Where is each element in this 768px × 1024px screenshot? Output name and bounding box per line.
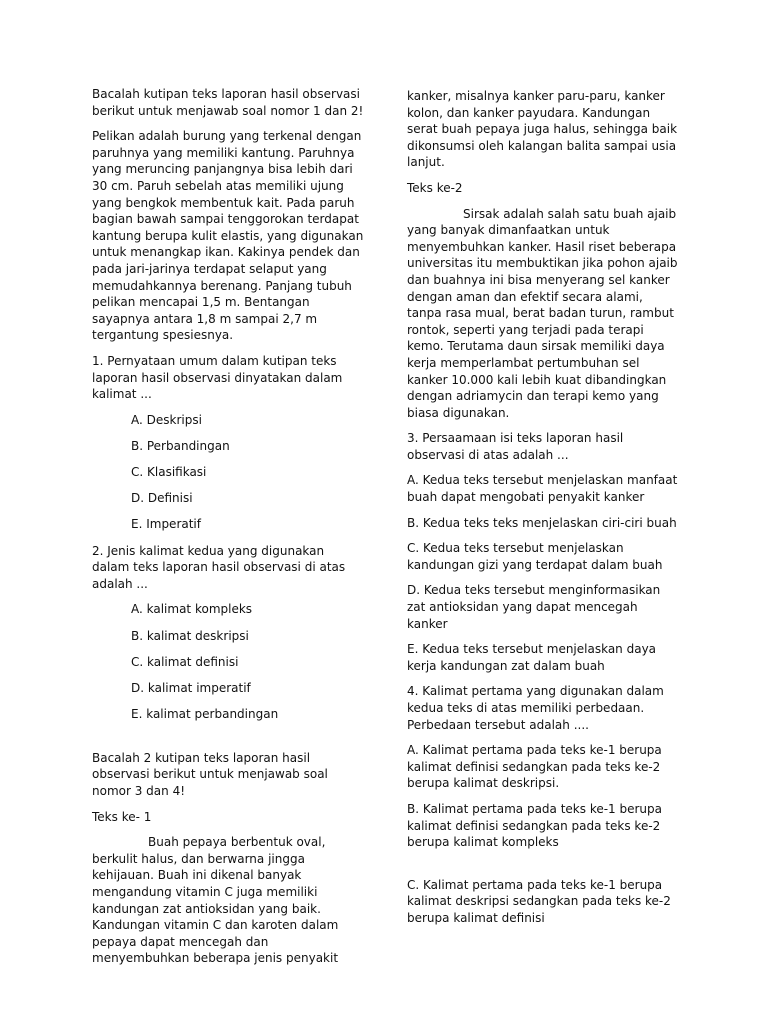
q4-option-b: B. Kalimat pertama pada teks ke-1 berupa kalimat definisi sedangkan pada teks ke-2 berupa kalimat kompleks — [407, 801, 663, 850]
q2-option-d: D. kalimat imperatif — [131, 680, 251, 695]
intro-text-2: Bacalah 2 kutipan teks laporan hasil observasi berikut untuk menjawab soal nomor 3 dan 4! — [92, 750, 328, 798]
q2-option-c: C. kalimat definisi — [131, 654, 239, 669]
question-2: 2. Jenis kalimat kedua yang digunakan dalam teks laporan hasil observasi di atas adalah ... — [92, 543, 346, 591]
q1-option-d: D. Definisi — [131, 491, 193, 506]
right-column — [407, 88, 679, 936]
q3-option-c: C. Kedua teks tersebut menjelaskan kandungan gizi yang terdapat dalam buah — [407, 541, 663, 572]
q3-option-d: D. Kedua teks tersebut menginformasikan zat antioksidan yang dapat mencegah kanker — [407, 583, 661, 631]
q1-option-b: B. Perbandingan — [131, 438, 230, 453]
q2-option-e: E. kalimat perbandingan — [131, 707, 279, 722]
q3-option-a: A. Kedua teks tersebut menjelaskan manfaat buah dapat mengobati penyakit kanker — [407, 473, 678, 505]
q2-option-b: B. kalimat deskripsi — [131, 628, 249, 643]
passage-pelikan: Pelikan adalah burung yang terkenal dengan paruhnya yang memiliki kantung. Paruhnya yang meruncing panjangnya bisa lebih dari 30 cm. Paruh sebelah atas memiliki ujung yang bengkok membentuk kait. Pada paruh bagian bawah sampai tenggorokan terdapat kantung berupa kulit elastis, yang digunakan untuk menangkap ikan. Kakinya pendek dan pada jari-jarinya terdapat selaput yang memudahkannya berenang. Panjang tubuh pelikan mencapai 1,5 m. Bentangan sayapnya antara 1,8 m sampai 2,7 m tergantung spesiesnya. — [92, 129, 364, 343]
teks-1-heading: Teks ke- 1 — [92, 809, 152, 824]
teks-1-body: Buah pepaya berbentuk oval, berkulit halus, dan berwarna jingga kehijauan. Buah ini dikenal banyak mengandung vitamin C juga memiliki kandungan zat antioksidan yang baik. Kandungan vitamin C dan karoten dalam pepaya dapat mencegah dan menyembuhkan beberapa jenis penyakit — [92, 835, 339, 966]
q3-option-b: B. Kedua teks teks menjelaskan ciri-ciri buah — [407, 515, 677, 530]
q4-option-a: A. Kalimat pertama pada teks ke-1 berupa kalimat definisi sedangkan pada teks ke-2 berupa kalimat deskripsi. — [407, 743, 662, 791]
q2-option-a: A. kalimat kompleks — [131, 602, 253, 617]
q1-option-a: A. Deskripsi — [131, 412, 202, 427]
left-column — [92, 86, 364, 967]
q4-option-c: C. Kalimat pertama pada teks ke-1 berupa kalimat deskripsi sedangkan pada teks ke-2 berupa kalimat definisi — [407, 877, 671, 925]
teks-1-continued: kanker, misalnya kanker paru-paru, kanker kolon, dan kanker payudara. Kandungan serat buah pepaya juga halus, sehingga baik dikonsumsi oleh kalangan balita sampai usia lanjut. — [407, 89, 678, 170]
question-3: 3. Persaamaan isi teks laporan hasil observasi di atas adalah ... — [407, 431, 624, 462]
q1-option-e: E. Imperatif — [131, 517, 201, 532]
teks-2-body: Sirsak adalah salah satu buah ajaib yang banyak dimanfaatkan untuk menyembuhkan kanker. Hasil riset beberapa universitas itu membuktikan jika pohon ajaib dan buahnya ini bisa menyerang sel kanker dengan aman dan efektif secara alami, tanpa rasa mual, berat badan turun, rambut rontok, seperti yang terjadi pada terapi kemo. Terutama daun sirsak memiliki daya kerja memperlambat pertumbuhan sel kanker 10.000 kali lebih kuat dibandingkan dengan adriamycin dan terapi kemo yang biasa digunakan. — [407, 206, 678, 420]
question-1: 1. Pernyataan umum dalam kutipan teks laporan hasil observasi dinyatakan dalam kalimat ... — [92, 353, 343, 402]
teks-2-heading: Teks ke-2 — [407, 180, 463, 195]
q3-option-e: E. Kedua teks tersebut menjelaskan daya kerja kandungan zat dalam buah — [407, 642, 657, 673]
question-4: 4. Kalimat pertama yang digunakan dalam kedua teks di atas memiliki perbedaan. Perbedaan tersebut adalah .... — [407, 684, 664, 732]
intro-text-1: Bacalah kutipan teks laporan hasil observasi berikut untuk menjawab soal nomor 1 dan 2! — [92, 87, 364, 118]
q1-option-c: C. Klasifikasi — [131, 465, 207, 480]
